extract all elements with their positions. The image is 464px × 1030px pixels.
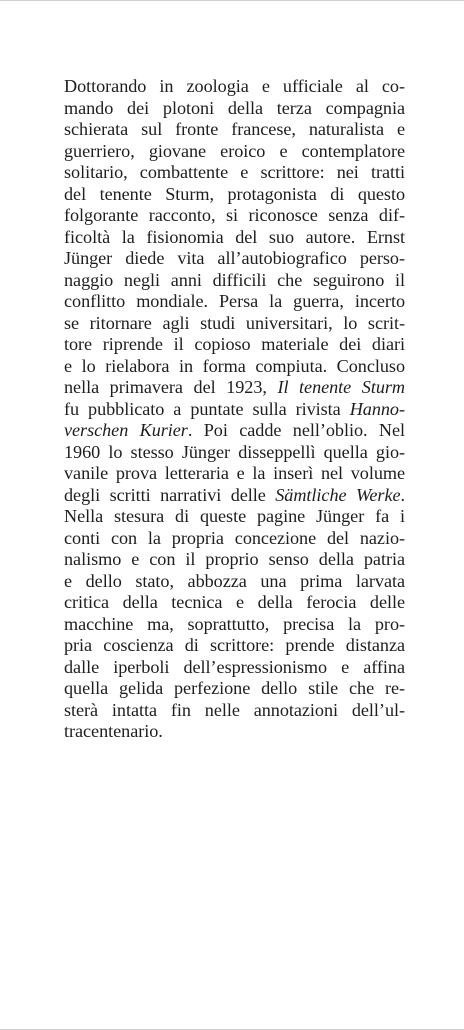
text-line [64,205,405,227]
text-line [64,377,405,399]
text-run: tore riprende il copioso materiale dei diari [64,334,405,354]
text-run: sterà intatta fin nelle annotazioni dell’ul- [64,699,405,720]
text-run: conti con la propria concezione del nazio- [64,527,405,548]
text-run: folgorante racconto, si riconosce senza dif- [64,205,405,225]
text-line [64,184,405,206]
text-run: degli scritti narrativi delle [64,484,276,505]
text-run: schierata sul fronte francese, naturalista e [64,119,405,139]
text-line [64,227,405,249]
text-run: Jünger diede vita all’autobiografico perso- [64,248,405,268]
text-run: macchine ma, soprattutto, precisa la pro- [64,613,405,634]
text-run: solitario, combattente e scrittore: nei tratti [64,162,405,182]
text-line [64,141,405,163]
text-run: pria coscienza di scrittore: prende distanza [64,635,405,655]
text-run: . Poi cadde nell’oblio. Nel [187,420,406,440]
top-border [0,0,464,1]
text-run: dalle iperboli dell’espressionismo e affina [64,656,405,677]
italic-title: Sämtliche Werke [275,484,401,505]
text-line [64,463,405,485]
text-line [64,442,405,464]
text-line [64,98,405,120]
text-line [64,485,405,507]
text-run: 1960 lo stesso Jünger disseppellì quella gio- [64,441,405,462]
text-run: guerriero, giovane eroico e contemplatore [64,140,405,161]
italic-title: Hanno- [349,398,405,419]
text-line [64,528,405,550]
text-line [64,571,405,593]
text-line [64,334,405,356]
text-line [64,614,405,636]
text-run: ficoltà la fisionomia del suo autore. Ernst [64,226,405,247]
text-line [64,248,405,270]
text-line [64,119,405,141]
text-run: critica della tecnica e della ferocia delle [64,592,405,612]
text-line [64,420,405,442]
italic-title: Il tenente Sturm [277,377,405,397]
text-run: fu pubblicato a puntate sulla rivista [64,398,350,419]
text-line [64,678,405,700]
text-line [64,313,405,335]
text-line [64,592,405,614]
text-line [64,549,405,571]
text-line [64,506,405,528]
text-run: e dello stato, abbozza una prima larvata [64,570,405,591]
text-line [64,162,405,184]
text-run: quella gelida perfezione dello stile che re- [64,678,405,698]
back-cover-text [64,76,405,743]
text-line [64,635,405,657]
text-line [64,76,405,98]
text-line [64,291,405,313]
text-run: se ritornare agli studi universitari, lo scrit- [64,312,405,333]
text-line [64,721,405,743]
text-run: . [400,484,405,505]
text-run: naggio negli anni difficili che seguirono il [64,269,405,290]
text-line [64,700,405,722]
italic-title: verschen Kurier [64,420,188,440]
text-run: tracentenario. [64,721,163,741]
text-run: e lo rielabora in forma compiuta. Concluso [64,355,405,376]
text-run: mando dei plotoni della terza compagnia [64,97,405,118]
text-run: vanile prova letteraria e la inserì nel volume [64,463,405,483]
text-run: conflitto mondiale. Persa la guerra, incerto [64,291,405,311]
text-run: nalismo e con il proprio senso della patria [64,549,405,569]
text-line [64,356,405,378]
text-run: Dottorando in zoologia e ufficiale al co- [64,76,405,96]
text-run: Nella stesura di queste pagine Jünger fa i [64,506,405,526]
text-line [64,399,405,421]
text-run: del tenente Sturm, protagonista di questo [64,183,405,204]
text-line [64,270,405,292]
text-run: nella primavera del 1923, [64,377,278,397]
text-line [64,657,405,679]
